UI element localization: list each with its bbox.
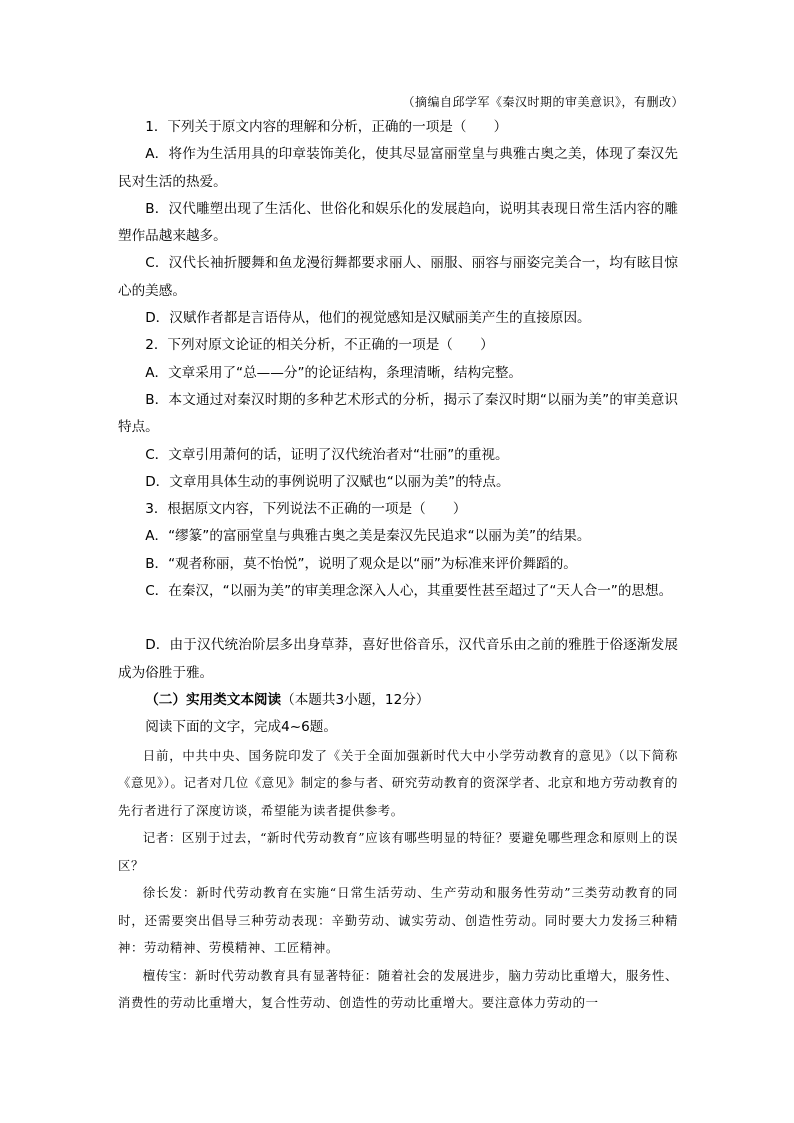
question-2-option-a: A．文章采用了“总——分”的论证结构，条理清晰，结构完整。 bbox=[145, 364, 523, 381]
section-score-note: （本题共3小题，12分） bbox=[281, 691, 430, 708]
article-paragraph-4: 檀传宝：新时代劳动教育具有显著特征：随着社会的发展进步，脑力劳动比重增大，服务性、消费性的劳动比重增大，复合性劳动、创造性的劳动比重增大。要注意体力劳动的一 bbox=[118, 967, 678, 1011]
question-3-option-c: C．在秦汉，“以丽为美”的审美理念深入人心，其重要性甚至超过了“天人合一”的思想。 bbox=[145, 583, 673, 600]
question-2-option-d: D．文章用具体生动的事例说明了汉赋也“以丽为美”的特点。 bbox=[145, 473, 510, 490]
section-title: （二）实用类文本阅读 bbox=[145, 691, 282, 708]
blank-spacer bbox=[118, 605, 678, 632]
article-paragraph-3: 徐长发：新时代劳动教育在实施“日常生活劳动、生产劳动和服务性劳动”三类劳动教育的同时，还需要突出倡导三种劳动表现：辛勤劳动、诚实劳动、创造性劳动。同时要大力发扬三种精神：劳动精神、劳模精神、工匠精神。 bbox=[118, 885, 678, 956]
article-paragraph-1: 日前，中共中央、国务院印发了《关于全面加强新时代大中小学劳动教育的意见》（以下简称《意见》）。记者对几位《意见》制定的参与者、研究劳动教育的资深学者、北京和地方劳动教育的先行者进行了深度访谈，希望能为读者提供参考。 bbox=[118, 747, 678, 818]
source-citation: （摘编自邱学军《秦汉时期的审美意识》，有删改） bbox=[402, 95, 684, 109]
question-2-option-b: B．本文通过对秦汉时期的多种艺术形式的分析，揭示了秦汉时期“以丽为美”的审美意识特点。 bbox=[118, 391, 678, 436]
question-1-option-a: A．将作为生活用具的印章装饰美化，使其尽显富丽堂皇与典雅古奥之美，体现了秦汉先民对生活的热爱。 bbox=[118, 146, 678, 190]
section-heading bbox=[118, 687, 678, 714]
question-1-option-b: B．汉代雕塑出现了生活化、世俗化和娱乐化的发展趋向，说明其表现日常生活内容的雕塑作品越来越多。 bbox=[118, 200, 678, 245]
question-2-stem: 2．下列对原文论证的相关分析，不正确的一项是（ ） bbox=[145, 337, 494, 354]
question-1-stem: 1．下列关于原文内容的理解和分析，正确的一项是（ ） bbox=[145, 119, 508, 135]
question-3-stem: 3．根据原文内容，下列说法不正确的一项是（ ） bbox=[145, 501, 467, 518]
question-3-option-a: A．“缪篆”的富丽堂皇与典雅古奥之美是秦汉先民追求“以丽为美”的结果。 bbox=[145, 528, 591, 545]
article-paragraph-2: 记者：区别于过去，“新时代劳动教育”应该有哪些明显的特征？要避免哪些理念和原则上的误区？ bbox=[118, 830, 678, 873]
question-2-option-c: C．文章引用萧何的话，证明了汉代统治者对“壮丽”的重视。 bbox=[145, 446, 509, 463]
question-3-option-b: B．“观者称丽，莫不怡悦”，说明了观众是以“丽”为标准来评价舞蹈的。 bbox=[145, 555, 577, 572]
question-1-option-d: D．汉赋作者都是言语侍从，他们的视觉感知是汉赋丽美产生的直接原因。 bbox=[145, 310, 591, 327]
question-1-option-c: C．汉代长袖折腰舞和鱼龙漫衍舞都要求丽人、丽服、丽容与丽姿完美合一，均有眩目惊心的美感。 bbox=[118, 255, 678, 299]
question-3-option-d: D．由于汉代统治阶层多出身草莽，喜好世俗音乐，汉代音乐由之前的雅胜于俗逐渐发展成为俗胜于雅。 bbox=[118, 637, 678, 681]
document-page bbox=[118, 92, 684, 1017]
reading-instruction: 阅读下面的文字，完成4~6题。 bbox=[145, 719, 337, 736]
